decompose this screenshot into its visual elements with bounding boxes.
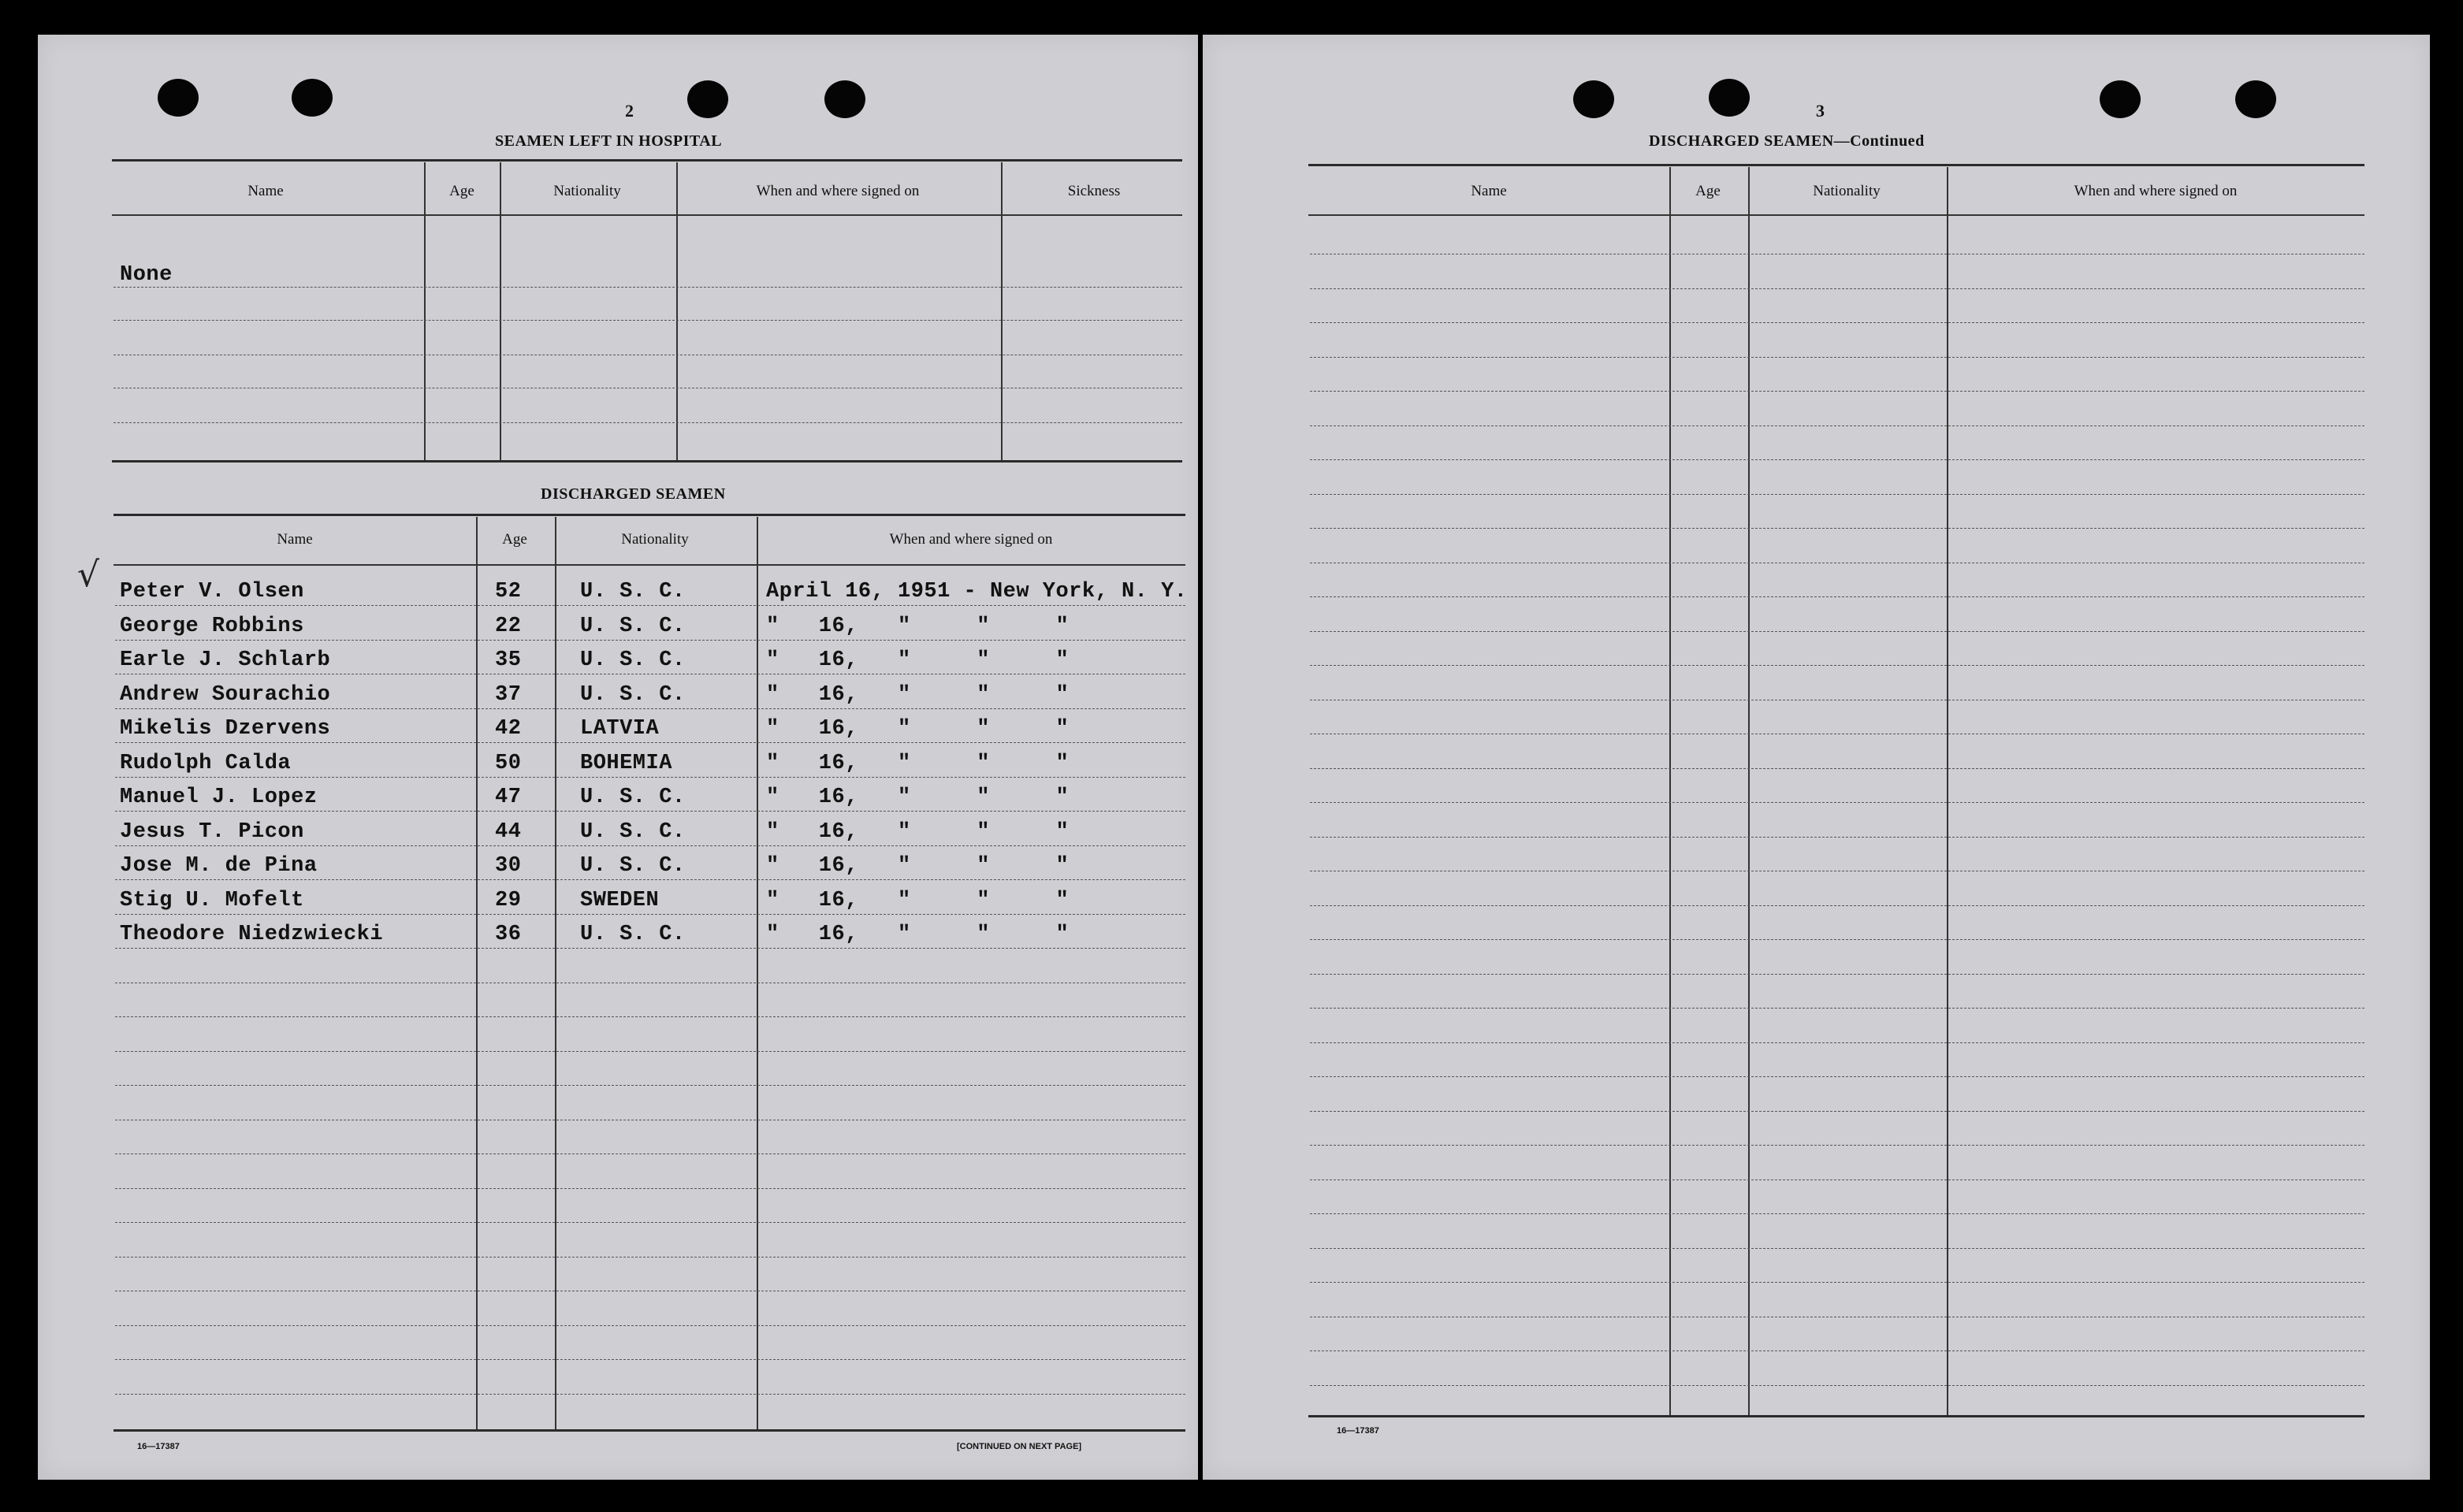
row-line: [1310, 837, 2364, 838]
form-number: 16—17387: [1337, 1426, 1379, 1436]
row-line: [1310, 665, 2364, 666]
col-header-name: Name: [1471, 183, 1507, 199]
header-rule: [113, 564, 1185, 566]
punch-hole: [1573, 80, 1614, 118]
col-divider: [476, 517, 478, 1431]
cell-nationality: U. S. C.: [580, 819, 686, 844]
row-line: [1310, 974, 2364, 975]
cell-signed-on: " 16, " " ": [766, 751, 1070, 775]
cell-signed-on: " 16, " " ": [766, 614, 1070, 638]
col-header-name: Name: [277, 531, 313, 548]
hospital-section-title: SEAMEN LEFT IN HOSPITAL: [495, 132, 723, 150]
row-line: [1310, 322, 2364, 323]
cell-age: 36: [495, 923, 522, 946]
col-divider: [555, 517, 556, 1431]
row-line: [115, 811, 1185, 812]
row-line: [115, 914, 1185, 915]
cell-signed-on: " 16, " " ": [766, 786, 1070, 809]
row-line: [115, 845, 1185, 846]
cell-name: Manuel J. Lopez: [120, 786, 318, 809]
row-line: [1310, 596, 2364, 597]
cell-age: 52: [495, 580, 522, 604]
title-continued: —Continued: [1833, 132, 1925, 150]
discharged-section-title: DISCHARGED SEAMEN: [541, 485, 726, 503]
row-line: [1310, 357, 2364, 358]
table-bottom-rule: [112, 460, 1182, 463]
punch-hole: [687, 80, 728, 118]
row-line: [1310, 939, 2364, 940]
cell-age: 35: [495, 648, 522, 672]
cell-nationality: BOHEMIA: [580, 751, 672, 775]
row-line: [1310, 528, 2364, 529]
row-line: [115, 1085, 1185, 1086]
cell-signed-on: April 16, 1951 - New York, N. Y.: [766, 580, 1188, 604]
row-line: [115, 777, 1185, 778]
table-top-rule: [1308, 164, 2364, 166]
row-line: [115, 1016, 1185, 1017]
col-header-sickness: Sickness: [1067, 183, 1121, 199]
cell-signed-on: " 16, " " ": [766, 923, 1070, 946]
row-line: [1310, 1282, 2364, 1283]
row-line: [115, 640, 1185, 641]
table-top-rule: [112, 159, 1182, 162]
row-line: [113, 320, 1182, 321]
col-header-name: Name: [247, 183, 284, 199]
col-divider: [676, 162, 678, 462]
row-line: [1310, 631, 2364, 632]
cell-age: 50: [495, 751, 522, 775]
hospital-entry: None: [120, 263, 173, 287]
cell-name: Rudolph Calda: [120, 751, 292, 775]
row-line: [1310, 1213, 2364, 1214]
cell-nationality: U. S. C.: [580, 614, 686, 638]
cell-age: 42: [495, 717, 522, 741]
row-line: [1310, 459, 2364, 460]
header-rule: [112, 214, 1182, 216]
cell-name: Jose M. de Pina: [120, 854, 318, 878]
row-line: [115, 1359, 1185, 1360]
col-header-signed-on: When and where signed on: [756, 183, 920, 199]
col-header-age: Age: [449, 183, 474, 199]
cell-name: Stig U. Mofelt: [120, 888, 304, 912]
col-header-nationality: Nationality: [553, 183, 621, 199]
cell-nationality: U. S. C.: [580, 786, 686, 809]
row-line: [115, 1188, 1185, 1189]
row-line: [115, 1051, 1185, 1052]
col-divider: [1947, 167, 1948, 1415]
row-line: [1310, 1350, 2364, 1351]
row-line: [1310, 1042, 2364, 1043]
cell-name: George Robbins: [120, 614, 304, 638]
row-line: [1310, 768, 2364, 769]
cell-nationality: SWEDEN: [580, 888, 660, 912]
punch-hole: [292, 79, 333, 117]
row-line: [1310, 1145, 2364, 1146]
row-line: [113, 287, 1182, 288]
cell-name: Mikelis Dzervens: [120, 717, 331, 741]
discharged-continued-title: [1649, 132, 1925, 150]
punch-hole: [1709, 79, 1750, 117]
page-number: 3: [1816, 101, 1825, 121]
cell-signed-on: " 16, " " ": [766, 854, 1070, 878]
row-line: [1310, 425, 2364, 426]
cell-age: 29: [495, 888, 522, 912]
col-divider: [500, 162, 501, 462]
row-line: [115, 1222, 1185, 1223]
col-divider: [1748, 167, 1750, 1415]
col-divider: [1669, 167, 1671, 1415]
cell-signed-on: " 16, " " ": [766, 819, 1070, 844]
cell-age: 44: [495, 819, 522, 844]
row-line: [1310, 288, 2364, 289]
row-line: [1310, 802, 2364, 803]
punch-hole: [824, 80, 865, 118]
cell-name: Peter V. Olsen: [120, 580, 304, 604]
col-divider: [1001, 162, 1003, 462]
page-number: 2: [625, 101, 634, 121]
row-line: [1310, 1248, 2364, 1249]
punch-hole: [2100, 80, 2141, 118]
cell-nationality: U. S. C.: [580, 854, 686, 878]
punch-hole: [2235, 80, 2276, 118]
col-header-signed-on: When and where signed on: [2074, 183, 2238, 199]
col-header-age: Age: [502, 531, 527, 548]
col-divider: [424, 162, 426, 462]
form-number: 16—17387: [137, 1442, 180, 1451]
col-header-nationality: Nationality: [621, 531, 689, 548]
table-bottom-rule: [113, 1429, 1185, 1432]
cell-signed-on: " 16, " " ": [766, 888, 1070, 912]
cell-nationality: U. S. C.: [580, 682, 686, 707]
row-line: [1310, 1385, 2364, 1386]
cell-age: 37: [495, 682, 522, 707]
cell-signed-on: " 16, " " ": [766, 648, 1070, 672]
cell-nationality: U. S. C.: [580, 580, 686, 604]
cell-age: 30: [495, 854, 522, 878]
row-line: [115, 879, 1185, 880]
col-header-signed-on: When and where signed on: [889, 531, 1053, 548]
row-line: [1310, 1008, 2364, 1009]
cell-signed-on: " 16, " " ": [766, 682, 1070, 707]
cell-age: 47: [495, 786, 522, 809]
row-line: [1310, 1111, 2364, 1112]
row-line: [115, 948, 1185, 949]
row-line: [1310, 494, 2364, 495]
row-line: [115, 1394, 1185, 1395]
punch-hole: [158, 79, 199, 117]
row-line: [115, 708, 1185, 709]
cell-nationality: U. S. C.: [580, 923, 686, 946]
row-line: [113, 422, 1182, 423]
check-mark-icon: √: [77, 555, 100, 595]
cell-name: Theodore Niedzwiecki: [120, 923, 384, 946]
table-top-rule: [113, 514, 1185, 516]
row-line: [115, 605, 1185, 606]
row-line: [115, 742, 1185, 743]
row-line: [1310, 391, 2364, 392]
cell-name: Andrew Sourachio: [120, 682, 331, 707]
cell-age: 22: [495, 614, 522, 638]
continued-note: [CONTINUED ON NEXT PAGE]: [957, 1442, 1082, 1451]
row-line: [1310, 905, 2364, 906]
cell-nationality: U. S. C.: [580, 648, 686, 672]
right-page: [1203, 35, 2430, 1480]
row-line: [1310, 1076, 2364, 1077]
col-header-nationality: Nationality: [1813, 183, 1881, 199]
header-rule: [1308, 214, 2364, 216]
left-page: [38, 35, 1198, 1480]
title-main: DISCHARGED SEAMEN: [1649, 132, 1834, 150]
cell-name: Earle J. Schlarb: [120, 648, 331, 672]
row-line: [115, 1257, 1185, 1258]
cell-nationality: LATVIA: [580, 717, 660, 741]
col-divider: [757, 517, 758, 1431]
col-header-age: Age: [1695, 183, 1721, 199]
row-line: [115, 1325, 1185, 1326]
cell-signed-on: " 16, " " ": [766, 717, 1070, 741]
table-bottom-rule: [1308, 1415, 2364, 1417]
cell-name: Jesus T. Picon: [120, 819, 304, 844]
